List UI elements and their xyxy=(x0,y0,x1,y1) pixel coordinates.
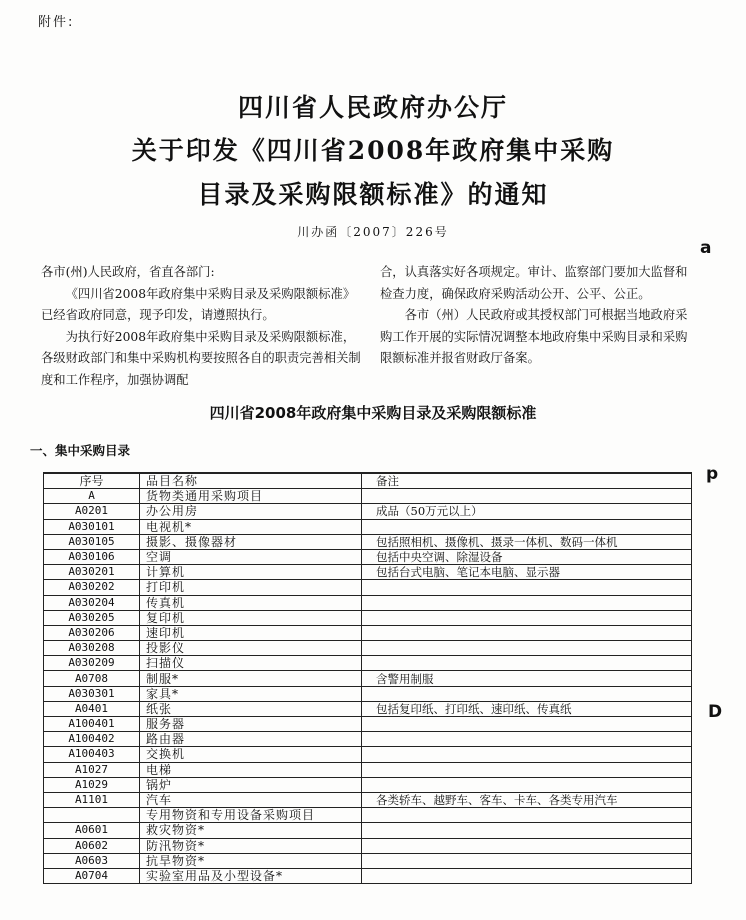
table-row xyxy=(44,868,692,883)
table-row xyxy=(44,519,692,534)
table-row xyxy=(44,610,692,625)
row-note xyxy=(362,656,692,671)
row-code: A0401 xyxy=(44,701,140,716)
row-code xyxy=(44,808,140,823)
row-name: 实验室用品及小型设备* xyxy=(140,868,362,883)
row-name: 电视机* xyxy=(140,519,362,534)
body-paragraph: 《四川省2008年政府集中采购目录及采购限额标准》已经省政府同意，现予印发，请遵照执行。 xyxy=(41,286,356,322)
table-row xyxy=(44,792,692,807)
row-name: 制服* xyxy=(140,671,362,686)
row-code: A0603 xyxy=(44,853,140,868)
row-code: A0602 xyxy=(44,838,140,853)
row-note: 包括台式电脑、笔记本电脑、显示器 xyxy=(362,565,692,580)
row-code: A030105 xyxy=(44,534,140,549)
row-code: A030301 xyxy=(44,686,140,701)
row-name: 专用物资和专用设备采购项目 xyxy=(140,808,362,823)
row-code: A100402 xyxy=(44,732,140,747)
table-row xyxy=(44,534,692,549)
row-code: A030101 xyxy=(44,519,140,534)
row-code: A030206 xyxy=(44,625,140,640)
table-row xyxy=(44,641,692,656)
row-code: A0201 xyxy=(44,504,140,519)
body-paragraph: 合，认真落实好各项规定。审计、监察部门要加大监督和检查力度，确保政府采购活动公开、公平、公正。 xyxy=(380,265,688,301)
row-code: A1101 xyxy=(44,792,140,807)
row-name: 扫描仪 xyxy=(140,656,362,671)
row-name: 纸张 xyxy=(140,701,362,716)
row-code: A030106 xyxy=(44,549,140,564)
table-row xyxy=(44,717,692,732)
row-note xyxy=(362,838,692,853)
row-name: 计算机 xyxy=(140,565,362,580)
notice-title-line-1: 四川省人民政府办公厅 xyxy=(237,93,508,122)
row-name: 防汛物资* xyxy=(140,838,362,853)
row-note xyxy=(362,732,692,747)
table-row xyxy=(44,671,692,686)
row-code: A0708 xyxy=(44,671,140,686)
row-note xyxy=(362,823,692,838)
table-row xyxy=(44,732,692,747)
row-code: A030209 xyxy=(44,656,140,671)
body-left-column xyxy=(41,262,363,391)
column-header-name: 品目名称 xyxy=(140,473,362,489)
handwritten-margin-mark: a xyxy=(700,238,712,258)
row-code: A0704 xyxy=(44,868,140,883)
row-note: 包括照相机、摄像机、摄录一体机、数码一体机 xyxy=(362,534,692,549)
procurement-catalog-table xyxy=(43,472,692,884)
row-name: 抗旱物资* xyxy=(140,853,362,868)
row-note: 成品（50万元以上） xyxy=(362,504,692,519)
table-header-row xyxy=(44,473,692,489)
row-code: A030204 xyxy=(44,595,140,610)
row-note xyxy=(362,762,692,777)
notice-title-line-3: 目录及采购限额标准》的通知 xyxy=(197,180,549,209)
row-name: 路由器 xyxy=(140,732,362,747)
table-row xyxy=(44,686,692,701)
row-note xyxy=(362,868,692,883)
row-name: 货物类通用采购项目 xyxy=(140,489,362,504)
row-name: 空调 xyxy=(140,549,362,564)
document-number: 川办函〔2007〕226号 xyxy=(297,225,449,239)
row-note xyxy=(362,641,692,656)
row-name: 复印机 xyxy=(140,610,362,625)
row-code: A1027 xyxy=(44,762,140,777)
row-note xyxy=(362,686,692,701)
table-row xyxy=(44,823,692,838)
body-right-column xyxy=(380,262,690,370)
row-note xyxy=(362,808,692,823)
row-note xyxy=(362,595,692,610)
table-row xyxy=(44,504,692,519)
handwritten-margin-mark: p xyxy=(706,464,719,484)
row-code: A030202 xyxy=(44,580,140,595)
row-note: 包括复印纸、打印纸、速印纸、传真纸 xyxy=(362,701,692,716)
row-note xyxy=(362,717,692,732)
row-note xyxy=(362,519,692,534)
row-note xyxy=(362,489,692,504)
row-name: 速印机 xyxy=(140,625,362,640)
row-code: A030208 xyxy=(44,641,140,656)
row-name: 办公用房 xyxy=(140,504,362,519)
table-row xyxy=(44,701,692,716)
row-code: A100401 xyxy=(44,717,140,732)
row-name: 电梯 xyxy=(140,762,362,777)
row-name: 交换机 xyxy=(140,747,362,762)
row-note xyxy=(362,610,692,625)
row-name: 投影仪 xyxy=(140,641,362,656)
section-heading: 一、集中采购目录 xyxy=(30,443,131,458)
row-note: 包括中央空调、除湿设备 xyxy=(362,549,692,564)
table-row xyxy=(44,853,692,868)
body-paragraph: 为执行好2008年政府集中采购目录及采购限额标准，各级财政部门和集中采购机构要按照各自的职责完善相关制度和工作程序，加强协调配 xyxy=(41,329,361,387)
table-row xyxy=(44,656,692,671)
row-code: A100403 xyxy=(44,747,140,762)
catalog-title: 四川省2008年政府集中采购目录及采购限额标准 xyxy=(209,404,537,422)
table-row xyxy=(44,808,692,823)
table-row xyxy=(44,838,692,853)
row-code: A0601 xyxy=(44,823,140,838)
attachment-label: 附件: xyxy=(38,15,75,30)
row-name: 摄影、摄像器材 xyxy=(140,534,362,549)
table-row xyxy=(44,565,692,580)
table-row xyxy=(44,489,692,504)
table-row xyxy=(44,580,692,595)
row-note xyxy=(362,777,692,792)
row-name: 传真机 xyxy=(140,595,362,610)
table-row xyxy=(44,595,692,610)
row-note: 含警用制服 xyxy=(362,671,692,686)
row-name: 服务器 xyxy=(140,717,362,732)
row-note xyxy=(362,580,692,595)
table-row xyxy=(44,747,692,762)
row-code: A030205 xyxy=(44,610,140,625)
row-name: 救灾物资* xyxy=(140,823,362,838)
salutation: 各市(州)人民政府，省直各部门: xyxy=(41,265,215,279)
row-note xyxy=(362,747,692,762)
row-code: A030201 xyxy=(44,565,140,580)
row-code: A xyxy=(44,489,140,504)
row-name: 汽车 xyxy=(140,792,362,807)
column-header-code: 序号 xyxy=(44,473,140,489)
row-name: 家具* xyxy=(140,686,362,701)
row-note xyxy=(362,853,692,868)
table-row xyxy=(44,762,692,777)
table-row xyxy=(44,625,692,640)
row-name: 打印机 xyxy=(140,580,362,595)
notice-title-line-2: 关于印发《四川省2008年政府集中采购 xyxy=(131,136,615,165)
body-paragraph: 各市（州）人民政府或其授权部门可根据当地政府采购工作开展的实际情况调整本地政府集中采购目录和采购限额标准并报省财政厅备案。 xyxy=(380,308,688,365)
row-code: A1029 xyxy=(44,777,140,792)
row-note xyxy=(362,625,692,640)
row-note: 各类轿车、越野车、客车、卡车、各类专用汽车 xyxy=(362,792,692,807)
table-row xyxy=(44,549,692,564)
column-header-note: 备注 xyxy=(362,473,692,489)
handwritten-margin-mark: D xyxy=(708,702,723,722)
table-row xyxy=(44,777,692,792)
row-name: 锅炉 xyxy=(140,777,362,792)
